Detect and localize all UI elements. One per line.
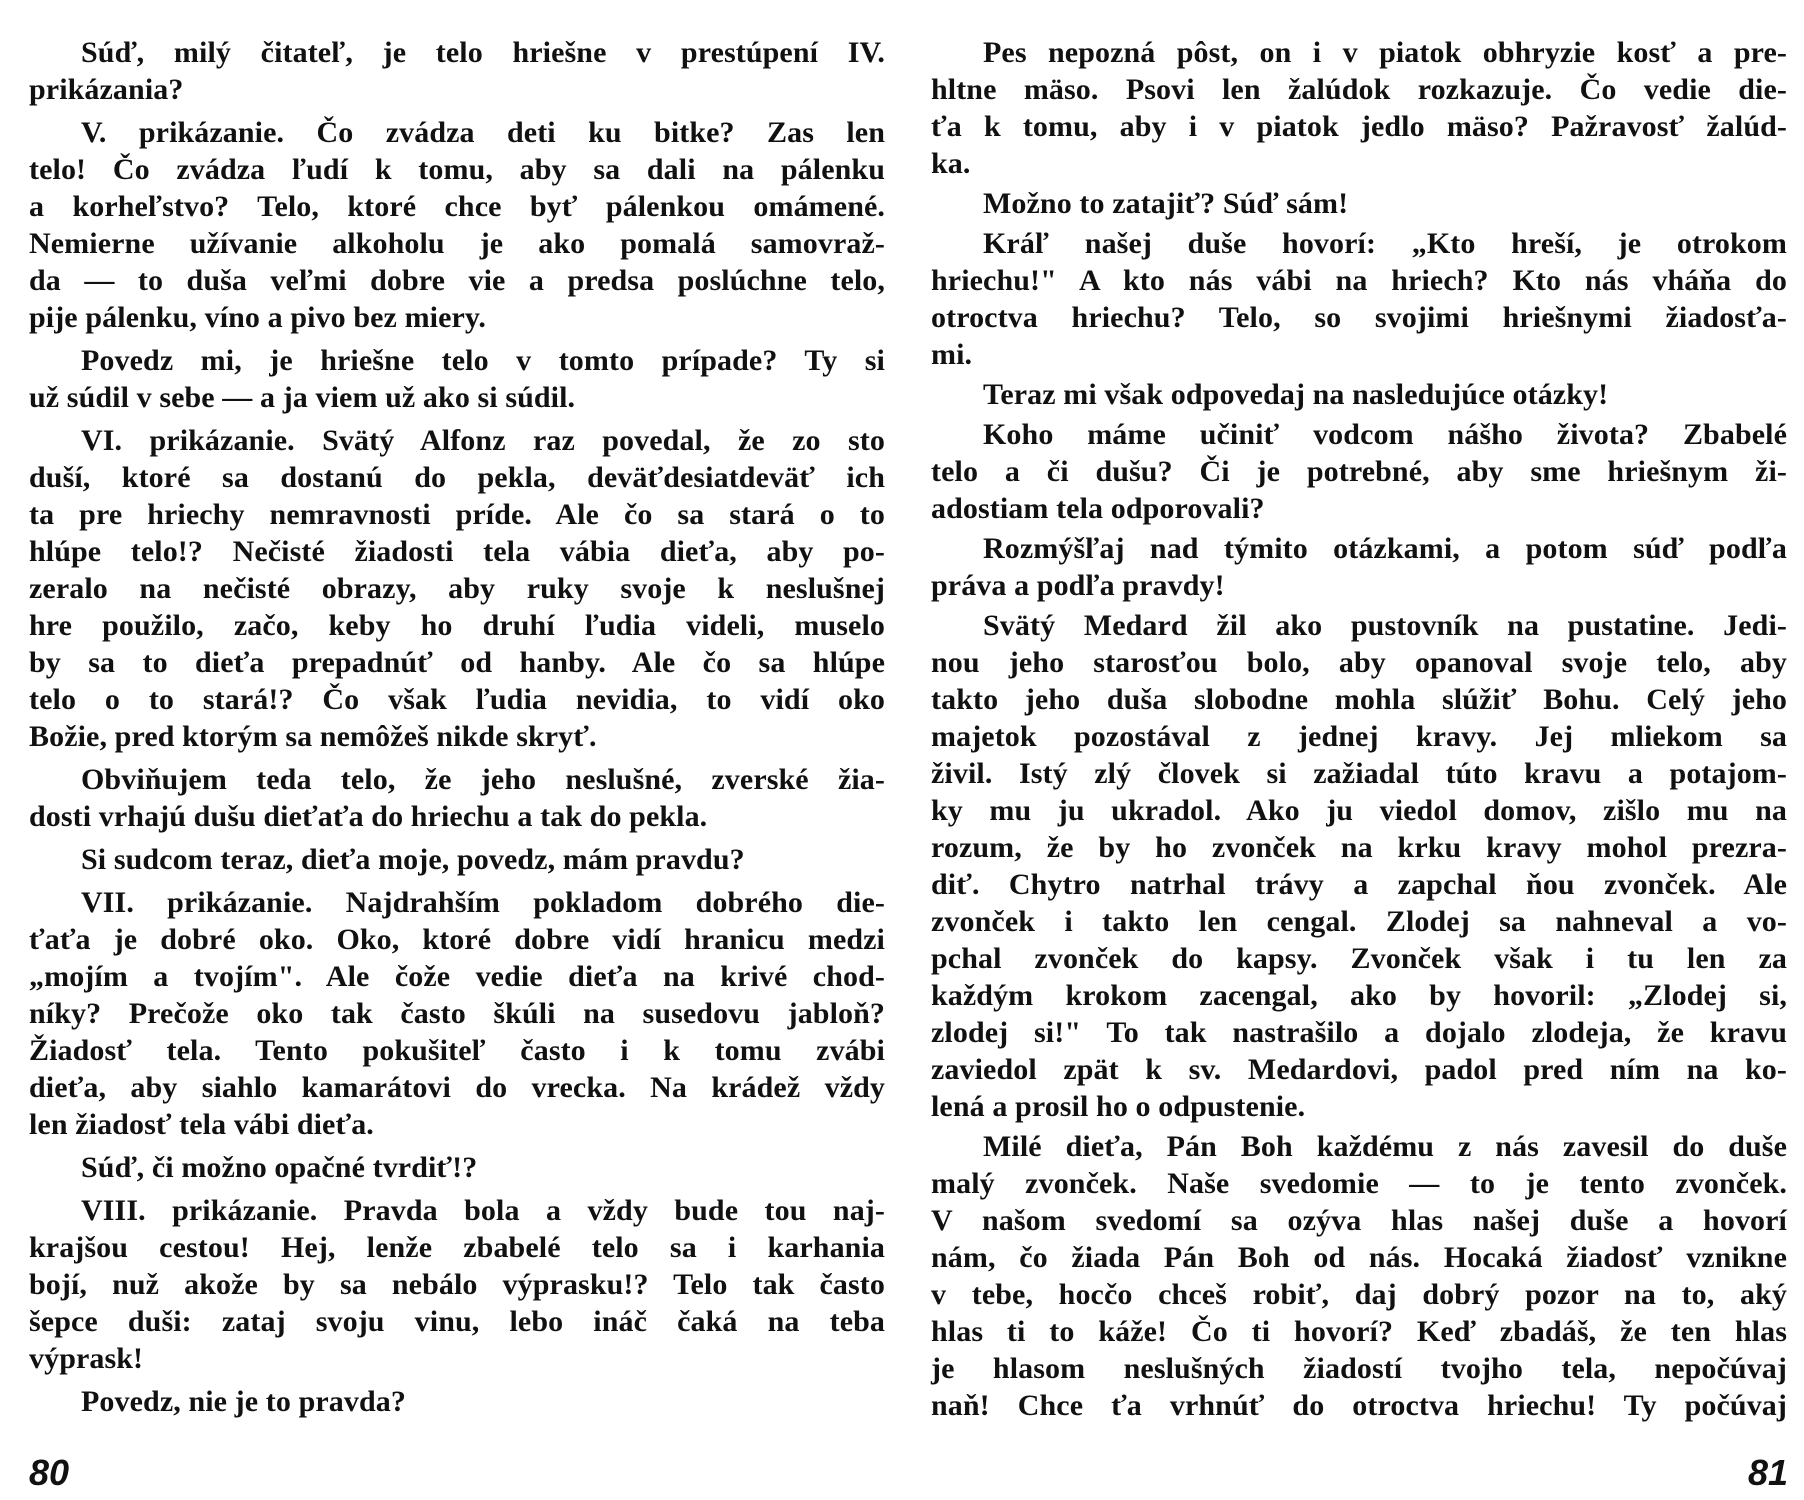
- text-line: V. prikázanie. Čo zvádza deti ku bitke? Zas len: [81, 116, 885, 149]
- text-line: hlúpe telo!? Nečisté žiadosti tela vábia dieťa, aby po-: [29, 535, 885, 568]
- text-line: rozum, že by ho zvonček na krku kravy mohol prezra-: [931, 831, 1787, 864]
- text-line: pchal zvonček do kapsy. Zvonček však i tu len za: [931, 942, 1787, 975]
- text-line: krajšou cestou! Hej, lenže zbabelé telo sa i karhania: [29, 1231, 885, 1264]
- text-line: Pes nepozná pôst, on i v piatok obhryzie kosť a pre-: [983, 36, 1787, 69]
- text-line: VIII. prikázanie. Pravda bola a vždy bude tou naj-: [81, 1194, 885, 1227]
- text-line: V našom svedomí sa ozýva hlas našej duše a hovorí: [931, 1204, 1787, 1237]
- paragraph: [29, 114, 885, 336]
- text-line: otroctva hriechu? Telo, so svojimi hriešnymi žiadosťa-: [931, 301, 1787, 334]
- text-line: da — to duša veľmi dobre vie a predsa poslúchne telo,: [29, 264, 885, 297]
- paragraph: [29, 342, 885, 416]
- text-line: Koho máme učiniť vodcom nášho života? Zbabelé: [983, 418, 1787, 451]
- text-line: Povedz mi, je hriešne telo v tomto prípade? Ty si: [81, 344, 885, 377]
- text-line: Žiadosť tela. Tento pokušiteľ často i k tomu zvábi: [29, 1034, 885, 1067]
- text-line: ťa k tomu, aby i v piatok jedlo mäso? Pažravosť žalúd-: [931, 110, 1787, 143]
- text-line: duší, ktoré sa dostanú do pekla, deväťdesiatdeväť ich: [29, 461, 885, 494]
- text-line: prikázania?: [29, 73, 184, 106]
- text-line: bojí, nuž akože by sa nebálo výprasku!? Telo tak často: [29, 1268, 885, 1301]
- text-line: ka.: [931, 147, 971, 180]
- paragraph: [931, 607, 1787, 1125]
- text-line: šepce duši: zataj svoju vinu, lebo ináč čaká na teba: [29, 1305, 885, 1338]
- text-line: Rozmýšľaj nad týmito otázkami, a potom súď podľa: [983, 532, 1787, 565]
- paragraph: [29, 34, 885, 108]
- text-line: Súď, milý čitateľ, je telo hriešne v prestúpení IV.: [81, 36, 885, 69]
- paragraph: [931, 225, 1787, 373]
- paragraph: [931, 416, 1787, 527]
- text-line: Povedz, nie je to pravda?: [81, 1385, 406, 1418]
- paragraph: [29, 422, 885, 755]
- text-line: Si sudcom teraz, dieťa moje, povedz, mám pravdu?: [81, 843, 745, 876]
- text-line: ky mu ju ukradol. Ako ju viedol domov, zišlo mu na: [931, 794, 1787, 827]
- paragraph: [931, 1128, 1787, 1424]
- text-line: telo! Čo zvádza ľudí k tomu, aby sa dali na pálenku: [29, 153, 885, 186]
- text-line: telo o to stará!? Čo však ľudia nevidia, to vidí oko: [29, 683, 885, 716]
- text-line: Milé dieťa, Pán Boh každému z nás zavesil do duše: [983, 1130, 1787, 1163]
- text-line: zvonček i takto len cengal. Zlodej sa nahneval a vo-: [931, 905, 1787, 938]
- text-line: níky? Prečože oko tak často škúli na susedovu jabloň?: [29, 997, 885, 1030]
- text-line: výprask!: [29, 1342, 144, 1375]
- text-line: je hlasom neslušných žiadostí tvojho tela, nepočúvaj: [931, 1352, 1787, 1385]
- text-line: diť. Chytro natrhal trávy a zapchal ňou zvonček. Ale: [931, 868, 1787, 901]
- text-line: majetok pozostával z jednej kravy. Jej mliekom sa: [931, 720, 1787, 753]
- text-line: adostiam tela odporovali?: [931, 492, 1265, 525]
- text-line: Božie, pred ktorým sa nemôžeš nikde skryť.: [29, 720, 597, 753]
- text-line: zaviedol zpät k sv. Medardovi, padol pred ním na ko-: [931, 1053, 1787, 1086]
- text-line: pije pálenku, víno a pivo bez miery.: [29, 301, 486, 334]
- text-line: Kráľ našej duše hovorí: „Kto hreší, je otrokom: [983, 227, 1787, 260]
- text-line: lená a prosil ho o odpustenie.: [931, 1090, 1306, 1123]
- text-line: a korheľstvo? Telo, ktoré chce byť pálenkou omámené.: [29, 190, 885, 223]
- text-line: už súdil v sebe — a ja viem už ako si súdil.: [29, 381, 576, 414]
- text-line: dosti vrhajú dušu dieťaťa do hriechu a tak do pekla.: [29, 800, 708, 833]
- text-line: zlodej si!" To tak nastrašilo a dojalo zlodeja, že kravu: [931, 1016, 1787, 1049]
- right-page-text-column: [931, 34, 1787, 1427]
- text-line: nám, čo žiada Pán Boh od nás. Hocaká žiadosť vznikne: [931, 1241, 1787, 1274]
- paragraph: [931, 34, 1787, 182]
- text-line: by sa to dieťa prepadnúť od hanby. Ale čo sa hlúpe: [29, 646, 885, 679]
- paragraph: [29, 884, 885, 1143]
- page-number-left: 80: [29, 1452, 70, 1493]
- text-line: VII. prikázanie. Najdrahším pokladom dobrého die-: [81, 886, 885, 919]
- text-line: naň! Chce ťa vrhnúť do otroctva hriechu! Ty počúvaj: [931, 1389, 1787, 1422]
- text-line: dieťa, aby siahlo kamarátovi do vrecka. Na krádež vždy: [29, 1071, 885, 1104]
- text-line: Možno to zatajiť? Súď sám!: [983, 187, 1349, 220]
- page-number-right: 81: [1747, 1452, 1788, 1493]
- text-line: nou jeho starosťou bolo, aby opanoval svoje telo, aby: [931, 646, 1787, 679]
- text-line: „mojím a tvojím". Ale čože vedie dieťa na krivé chod-: [29, 960, 885, 993]
- text-line: takto jeho duša slobodne mohla slúžiť Bohu. Celý jeho: [931, 683, 1787, 716]
- text-line: Svätý Medard žil ako pustovník na pustatine. Jedi-: [983, 609, 1787, 642]
- text-line: hre použilo, začo, keby ho druhí ľudia videli, muselo: [29, 609, 885, 642]
- paragraph: [29, 1149, 885, 1186]
- text-line: telo a či dušu? Či je potrebné, aby sme hriešnym ži-: [931, 455, 1787, 488]
- paragraph: [29, 1192, 885, 1377]
- text-line: každým krokom zacengal, ako by hovoril: „Zlodej si,: [931, 979, 1787, 1012]
- paragraph: [29, 761, 885, 835]
- text-line: ta pre hriechy nemravnosti príde. Ale čo sa stará o to: [29, 498, 885, 531]
- text-line: zeralo na nečisté obrazy, aby ruky svoje k neslušnej: [29, 572, 885, 605]
- paragraph: [931, 376, 1787, 413]
- paragraph: [931, 530, 1787, 604]
- paragraph: [29, 1383, 885, 1420]
- text-line: v tebe, hocčo chceš robiť, daj dobrý pozor na to, aký: [931, 1278, 1787, 1311]
- text-line: Obviňujem teda telo, že jeho neslušné, zverské žia-: [81, 763, 885, 796]
- text-line: VI. prikázanie. Svätý Alfonz raz povedal, že zo sto: [81, 424, 885, 457]
- text-line: hriechu!" A kto nás vábi na hriech? Kto nás vháňa do: [931, 264, 1787, 297]
- text-line: hlas ti to káže! Čo ti hovorí? Keď zbadáš, že ten hlas: [931, 1315, 1787, 1348]
- text-line: Nemierne užívanie alkoholu je ako pomalá samovraž-: [29, 227, 885, 260]
- paragraph: [931, 185, 1787, 222]
- text-line: mi.: [931, 338, 973, 371]
- text-line: práva a podľa pravdy!: [931, 569, 1225, 602]
- text-line: malý zvonček. Naše svedomie — to je tento zvonček.: [931, 1167, 1787, 1200]
- text-line: živil. Istý zlý človek si zažiadal túto kravu a potajom-: [931, 757, 1787, 790]
- left-page-text-column: [29, 34, 885, 1426]
- text-line: len žiadosť tela vábi dieťa.: [29, 1108, 374, 1141]
- paragraph: [29, 841, 885, 878]
- text-line: Súď, či možno opačné tvrdiť!?: [81, 1151, 478, 1184]
- text-line: ťaťa je dobré oko. Oko, ktoré dobre vidí hranicu medzi: [29, 923, 885, 956]
- text-line: Teraz mi však odpovedaj na nasledujúce otázky!: [983, 378, 1609, 411]
- text-line: hltne mäso. Psovi len žalúdok rozkazuje. Čo vedie die-: [931, 73, 1787, 106]
